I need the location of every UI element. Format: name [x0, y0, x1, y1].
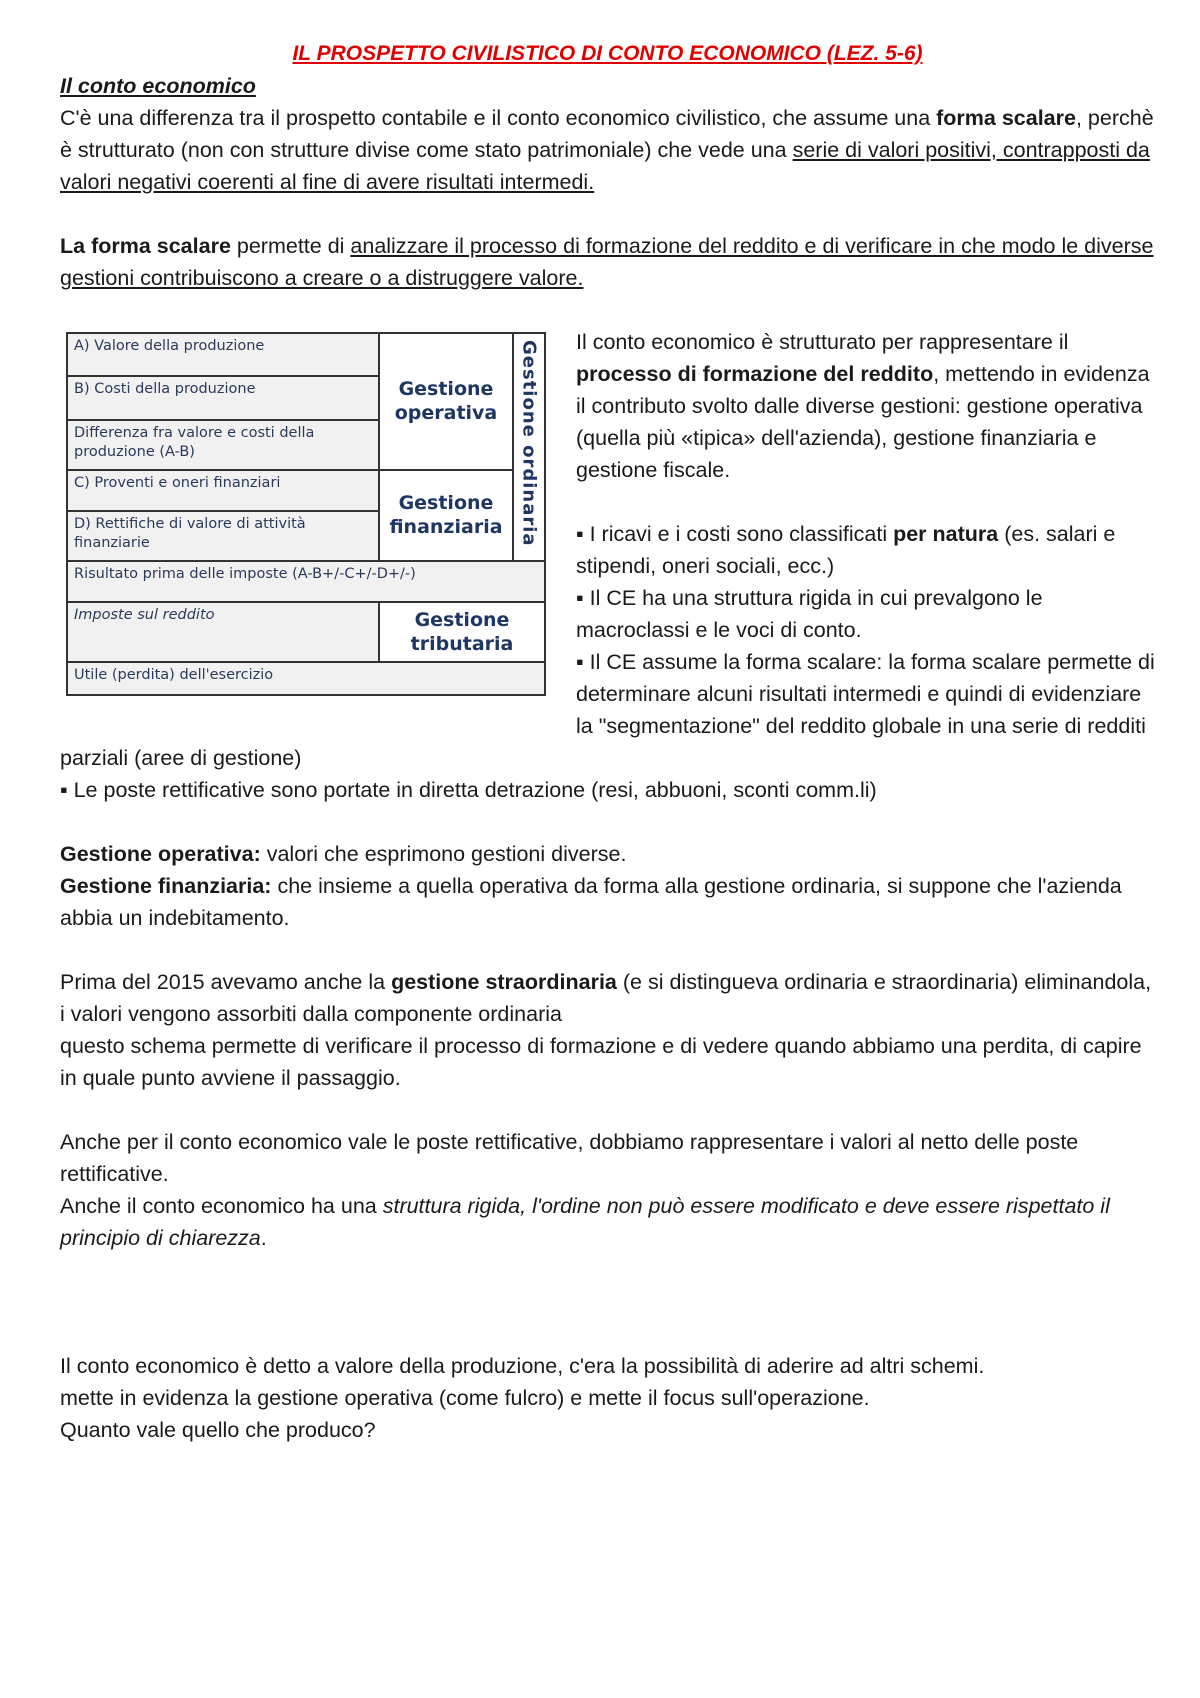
gestione-operativa-paragraph [60, 838, 1155, 870]
bold-text: processo di formazione del reddito [576, 362, 934, 386]
figure-section [60, 326, 1155, 806]
document-title: IL PROSPETTO CIVILISTICO DI CONTO ECONOMICO (LEZ. 5-6) [292, 42, 923, 65]
bullet-item: ▪ Il CE assume la forma scalare: la forma scalare permette di determinare alcuni risultati intermedi e quindi di evidenziare la "segmentazione" del reddito globale in una serie di redditi parziali (aree di gestione) [60, 650, 1155, 770]
row-rettifiche: D) Rettifiche di valore di attività finanziarie [67, 511, 379, 561]
row-differenza: Differenza fra valore e costi della produzione (A-B) [67, 420, 379, 470]
label-gestione-tributaria: Gestione tributaria [379, 602, 545, 662]
text-span: (es. salari e stipendi, oneri sociali, ecc.) [576, 522, 1116, 578]
poste-paragraph: Anche per il conto economico vale le poste rettificative, dobbiamo rappresentare i valori al netto delle poste rettificative. [60, 1130, 1079, 1186]
label-gestione-ordinaria-cell [513, 333, 545, 561]
bold-text: Gestione finanziaria: [60, 874, 272, 898]
text-span: , mettendo in evidenza il contributo svolto dalle diverse gestioni: gestione operativa (quella più «tipica» dell'azienda), gestione finanziaria e gestione fiscale. [576, 362, 1150, 482]
struttura-paragraph [60, 1190, 1155, 1254]
bold-text: gestione straordinaria [391, 970, 617, 994]
bullet-item: ▪ Il CE ha una struttura rigida in cui prevalgono le macroclassi e le voci di conto. [576, 586, 1043, 642]
text-span: (e si distingueva ordinaria e straordinaria) eliminandola, i valori vengono assorbiti dalla componente ordinaria [60, 970, 1152, 1026]
row-costi-produzione: B) Costi della produzione [67, 376, 379, 419]
italic-text: struttura rigida, l'ordine non può essere modificato e deve essere rispettato il principio di chiarezza [60, 1194, 1110, 1250]
label-gestione-ordinaria: Gestione ordinaria [518, 340, 540, 547]
underlined-text: analizzare il processo di formazione del reddito e di verificare in che modo le diverse gestioni contribuiscono a creare o a distruggere valore. [60, 234, 1154, 290]
document-page [60, 38, 1155, 1446]
straordinaria-paragraph [60, 966, 1155, 1030]
conto-economico-figure [66, 332, 554, 707]
text-span: C'è una differenza tra il prospetto contabile e il conto economico civilistico, che assume una [60, 106, 937, 130]
conto-economico-table [66, 332, 546, 696]
row-risultato: Risultato prima delle imposte (A-B+/-C+/-D+/-) [67, 561, 545, 602]
focus-paragraph: mette in evidenza la gestione operativa (come fulcro) e mette il focus sull'operazione. [60, 1386, 870, 1410]
label-gestione-finanziaria: Gestione finanziaria [379, 470, 513, 561]
text-span: valori che esprimono gestioni diverse. [260, 842, 627, 866]
bold-text: per natura [893, 522, 999, 546]
text-span: che insieme a quella operativa da forma alla gestione ordinaria, si suppone che l'azienda abbia un indebitamento. [60, 874, 1122, 930]
text-span: permette di [230, 234, 351, 258]
gestione-finanziaria-paragraph [60, 870, 1155, 934]
row-proventi-oneri: C) Proventi e oneri finanziari [67, 470, 379, 511]
forma-scalare-paragraph [60, 230, 1155, 294]
bold-text: forma scalare [936, 106, 1076, 130]
row-valore-produzione: A) Valore della produzione [67, 333, 379, 376]
question-paragraph: Quanto vale quello che produco? [60, 1418, 376, 1442]
text-span: Prima del 2015 avevamo anche la [60, 970, 392, 994]
valore-produzione-paragraph: Il conto economico è detto a valore della produzione, c'era la possibilità di aderire ad altri schemi. [60, 1354, 985, 1378]
schema-paragraph: questo schema permette di verificare il processo di formazione e di vedere quando abbiamo una perdita, di capire in quale punto avviene il passaggio. [60, 1034, 1142, 1090]
row-utile: Utile (perdita) dell'esercizio [67, 662, 545, 695]
intro-paragraph [60, 102, 1155, 198]
text-span: , perchè è strutturato (non con strutture divise come stato patrimoniale) che vede una [60, 106, 1154, 162]
text-span: Anche il conto economico ha una [60, 1194, 383, 1218]
text-span: . [260, 1226, 267, 1250]
bold-text: Gestione operativa: [60, 842, 261, 866]
label-gestione-operativa: Gestione operativa [379, 333, 513, 470]
text-span: ▪ I ricavi e i costi sono classificati [576, 522, 894, 546]
bullet-item: ▪ Le poste rettificative sono portate in diretta detrazione (resi, abbuoni, sconti comm.li) [60, 778, 877, 802]
text-span: Il conto economico è strutturato per rappresentare il [576, 330, 1069, 354]
row-imposte: Imposte sul reddito [67, 602, 379, 662]
bold-text: La forma scalare [60, 234, 231, 258]
underlined-text: serie di valori positivi, contrapposti da valori negativi coerenti al fine di avere risultati intermedi. [60, 138, 1150, 194]
section-heading: Il conto economico [60, 74, 256, 98]
